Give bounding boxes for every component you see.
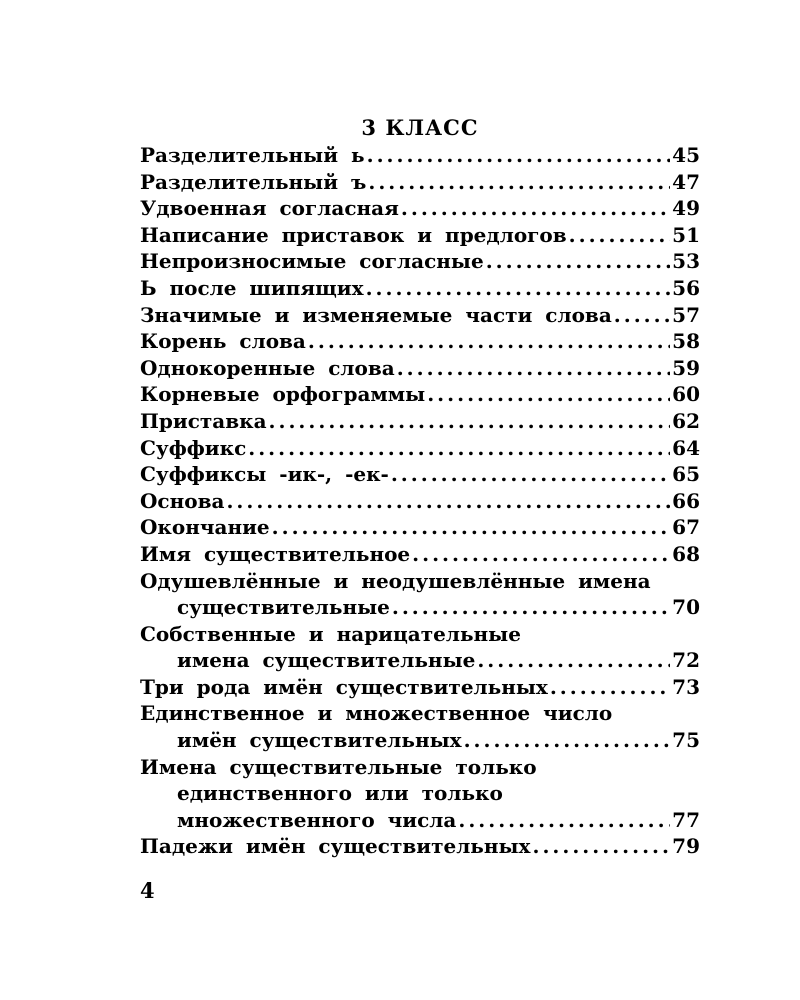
toc-entry-page-number: 64	[672, 435, 700, 460]
toc-entry-title: существительные	[177, 595, 390, 620]
toc-entry-title: Единственное и множественное число	[140, 701, 613, 726]
toc-entry	[140, 541, 700, 568]
toc-entry-page-number: 51	[672, 222, 700, 247]
toc-entry-line	[140, 248, 700, 275]
dot-leader	[486, 248, 670, 275]
toc-entry-title: Приставка	[140, 408, 267, 433]
dot-leader	[368, 169, 670, 196]
toc-entry	[140, 674, 700, 701]
toc-entry-line	[140, 169, 700, 196]
toc-entry-line	[140, 302, 700, 329]
toc-entry	[140, 169, 700, 196]
dot-leader	[367, 142, 671, 169]
toc-entry-line	[140, 541, 700, 568]
toc-entry-line	[140, 700, 700, 727]
dot-leader	[458, 807, 670, 834]
dot-leader	[532, 833, 670, 860]
toc-entry-title: Написание приставок и предлогов	[140, 222, 567, 247]
toc-entry-page-number: 60	[672, 382, 700, 407]
toc-entry-title: множественного числа	[177, 807, 457, 832]
toc-entry-title: Корневые орфограммы	[140, 382, 426, 407]
toc-entry-title: Одушевлённые и неодушевлённые имена	[140, 568, 651, 593]
toc-entry	[140, 142, 700, 169]
toc-entry-continuation-line	[140, 727, 700, 754]
toc-entry	[140, 461, 700, 488]
toc-entry-page-number: 59	[672, 355, 700, 380]
dot-leader	[397, 355, 670, 382]
toc-entry-line	[140, 275, 700, 302]
table-of-contents	[140, 142, 700, 860]
toc-entry-line	[140, 381, 700, 408]
dot-leader	[464, 727, 671, 754]
toc-entry-title: Основа	[140, 488, 225, 513]
toc-entry-line	[140, 355, 700, 382]
dot-leader	[569, 222, 670, 249]
toc-entry-page-number: 53	[672, 249, 700, 274]
toc-entry-page-number: 70	[672, 595, 700, 620]
toc-entry-continuation-line	[140, 647, 700, 674]
toc-entry-line	[140, 754, 700, 781]
toc-entry-line	[140, 195, 700, 222]
toc-entry-page-number: 72	[672, 648, 700, 673]
toc-entry-title: имён существительных	[177, 728, 462, 753]
dot-leader	[366, 275, 671, 302]
toc-entry-page-number: 73	[672, 674, 700, 699]
toc-entry-title: Окончание	[140, 515, 270, 540]
dot-leader	[427, 381, 670, 408]
toc-entry-title: Ь после шипящих	[140, 275, 364, 300]
toc-entry-line	[140, 328, 700, 355]
dot-leader	[272, 514, 671, 541]
toc-entry	[140, 568, 700, 621]
toc-entry-title: Суффикс	[140, 435, 247, 460]
toc-entry-line	[140, 674, 700, 701]
toc-entry	[140, 328, 700, 355]
toc-entry	[140, 275, 700, 302]
dot-leader	[614, 302, 670, 329]
toc-entry	[140, 381, 700, 408]
toc-entry-line	[140, 461, 700, 488]
dot-leader	[248, 435, 670, 462]
toc-entry-continuation-line	[140, 807, 700, 834]
toc-entry-page-number: 66	[672, 488, 700, 513]
toc-entry-line	[140, 488, 700, 515]
toc-entry	[140, 302, 700, 329]
dot-leader	[550, 674, 670, 701]
toc-entry-line	[140, 833, 700, 860]
dot-leader	[477, 647, 670, 674]
toc-entry-line	[140, 142, 700, 169]
dot-leader	[308, 328, 670, 355]
toc-entry	[140, 621, 700, 674]
toc-entry	[140, 700, 700, 753]
toc-entry-page-number: 62	[672, 408, 700, 433]
toc-entry	[140, 435, 700, 462]
toc-entry-page-number: 77	[672, 807, 700, 832]
dot-leader	[392, 594, 670, 621]
toc-entry-page-number: 49	[672, 196, 700, 221]
toc-entry-title: Непроизносимые согласные	[140, 249, 484, 274]
toc-entry-title: Разделительный ь	[140, 143, 365, 167]
toc-entry-page-number: 75	[672, 728, 700, 753]
toc-entry-page-number: 57	[672, 302, 700, 327]
toc-entry-line	[140, 435, 700, 462]
toc-entry	[140, 833, 700, 860]
toc-entry-title: Суффиксы -ик-, -ек-	[140, 462, 389, 487]
toc-entry-page-number: 65	[672, 462, 700, 487]
toc-entry-line	[140, 568, 700, 595]
dot-leader	[226, 488, 670, 515]
toc-entry-page-number: 45	[672, 143, 700, 167]
dot-leader	[269, 408, 671, 435]
toc-entry-page-number: 79	[672, 834, 700, 859]
dot-leader	[412, 541, 670, 568]
toc-entry-title: Имена существительные только	[140, 754, 537, 779]
toc-entry	[140, 355, 700, 382]
dot-leader	[401, 195, 670, 222]
toc-entry-continuation-line	[140, 780, 700, 807]
toc-entry-page-number: 68	[672, 541, 700, 566]
toc-entry-title: Имя существительное	[140, 541, 411, 566]
toc-entry-line	[140, 621, 700, 648]
toc-entry	[140, 488, 700, 515]
toc-entry-title: Падежи имён существительных	[140, 834, 531, 859]
toc-entry-title: Удвоенная согласная	[140, 196, 399, 221]
toc-entry	[140, 222, 700, 249]
toc-entry-title: Собственные и нарицательные	[140, 621, 521, 646]
toc-entry	[140, 248, 700, 275]
toc-entry-page-number: 58	[672, 329, 700, 354]
toc-entry-line	[140, 514, 700, 541]
toc-entry-line	[140, 408, 700, 435]
toc-entry-title: единственного или только	[177, 781, 503, 806]
toc-entry-title: Корень слова	[140, 329, 306, 354]
toc-entry-title: Разделительный ъ	[140, 169, 367, 194]
dot-leader	[391, 461, 670, 488]
toc-entry-page-number: 56	[672, 275, 700, 300]
toc-entry-title: имена существительные	[177, 648, 476, 673]
section-heading: 3 КЛАСС	[361, 115, 479, 140]
toc-entry	[140, 408, 700, 435]
toc-entry	[140, 195, 700, 222]
toc-entry-title: Три рода имён существительных	[140, 674, 548, 699]
toc-entry-title: Однокоренные слова	[140, 355, 395, 380]
toc-entry	[140, 514, 700, 541]
toc-entry-line	[140, 222, 700, 249]
toc-entry-title: Значимые и изменяемые части слова	[140, 302, 612, 327]
toc-entry-continuation-line	[140, 594, 700, 621]
toc-entry-page-number: 47	[672, 169, 700, 194]
toc-entry-page-number: 67	[672, 515, 700, 540]
toc-entry	[140, 754, 700, 834]
page-number: 4	[140, 878, 155, 903]
